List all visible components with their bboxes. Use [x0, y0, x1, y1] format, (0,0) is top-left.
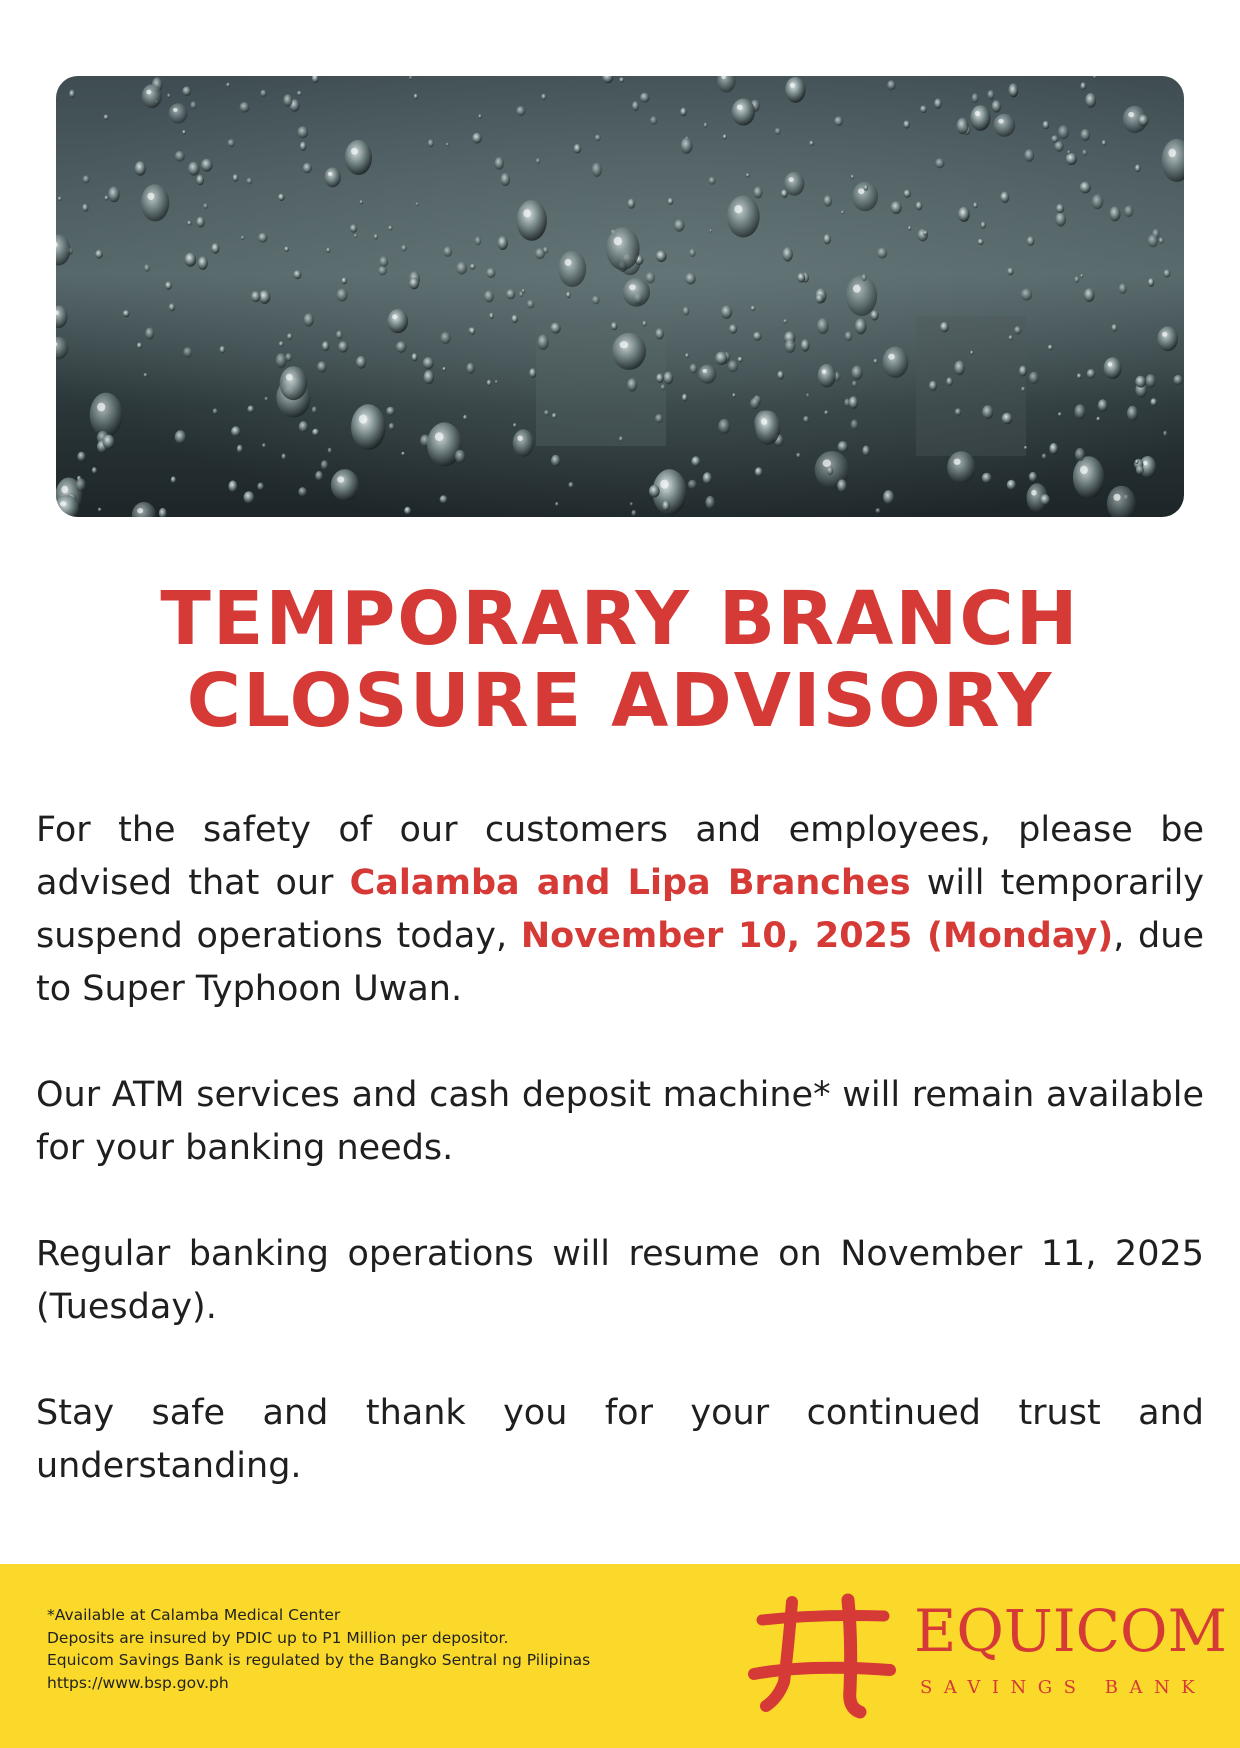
headline-line-2: CLOSURE ADVISORY: [186, 658, 1054, 744]
paragraph-thanks: Stay safe and thank you for your continued trust and understanding.: [36, 1393, 1204, 1486]
hero-image: [56, 76, 1184, 517]
text-segment: , due to Super Typhoon Uwan.: [36, 916, 1204, 1009]
footnote-availability: *Available at Calamba Medical Center: [47, 1606, 341, 1624]
footnote-regulation: Equicom Savings Bank is regulated by the Bangko Sentral ng Pilipinas: [47, 1651, 591, 1669]
footer-notes: [47, 1604, 590, 1694]
paragraph-closure: [36, 804, 1204, 1016]
equicom-logo: [748, 1590, 1227, 1720]
headline-line-1: TEMPORARY BRANCH: [160, 576, 1080, 662]
advisory-body: [36, 804, 1204, 1546]
footnote-pdic: Deposits are insured by PDIC up to P1 Million per depositor.: [47, 1628, 509, 1647]
footnote-bsp-link[interactable]: https://www.bsp.gov.ph: [47, 1673, 229, 1692]
footer-bar: [0, 1564, 1240, 1748]
logo-subtitle: SAVINGS BANK: [920, 1677, 1207, 1698]
paragraph-resume: Regular banking operations will resume on November 11, 2025 (Tuesday).: [36, 1234, 1204, 1327]
branches-highlight: Calamba and Lipa Branches: [349, 863, 911, 903]
logo-wordmark: EQUICOM: [914, 1597, 1227, 1665]
text-segment: will temporarily suspend operations today,: [36, 863, 1205, 956]
paragraph-atm: Our ATM services and cash deposit machine* will remain available for your banking needs.: [36, 1075, 1204, 1168]
date-highlight: November 10, 2025 (Monday): [520, 916, 1114, 956]
equicom-brush-mark-icon: [748, 1590, 898, 1720]
text-segment: For the safety of our customers and employees, please be advised that our: [36, 810, 1204, 903]
advisory-headline: [0, 578, 1240, 742]
